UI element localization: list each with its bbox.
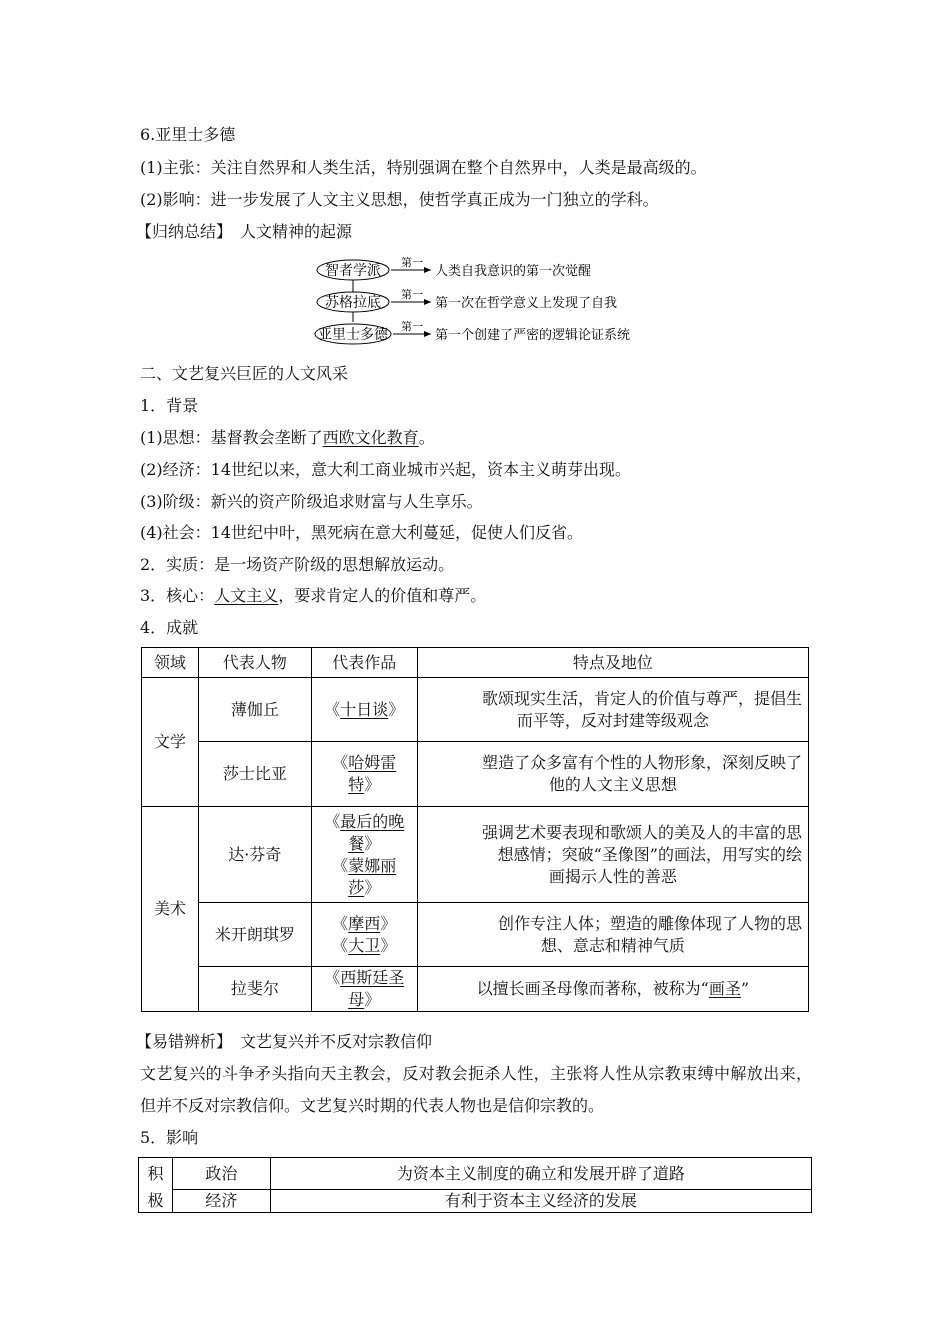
table-row (142, 967, 809, 1012)
work-cell: 《十日谈》 (311, 678, 417, 742)
core-line (140, 586, 486, 606)
impact-content-economy: 有利于资本主义经济的发展 (270, 1190, 811, 1213)
impact-title: 5．影响 (140, 1128, 199, 1147)
mistake-title: 文艺复兴并不反对宗教信仰 (240, 1032, 433, 1051)
summary-heading (136, 222, 352, 242)
essence-line: 2．实质：是一场资产阶级的思想解放运动。 (140, 555, 455, 574)
header-feature: 特点及地位 (417, 648, 808, 678)
table-row (142, 807, 809, 903)
header-person: 代表人物 (198, 648, 311, 678)
mistake-paragraph-line-1: 文艺复兴的斗争矛头指向天主教会，反对教会扼杀人性，主张将人性从宗教束缚中解放出来， (140, 1064, 813, 1083)
arrow-label-3: 第一 (401, 320, 423, 333)
work-cell: 《哈姆雷特》 (311, 742, 417, 807)
feature-cell: 以擅长画圣母像而著称，被称为“画圣” (417, 967, 808, 1012)
table-header-row (142, 648, 809, 678)
section-6-item-1: (1)主张：关注自然界和人类生活，特别强调在整个自然界中，人类是最高级的。 (140, 158, 707, 177)
person-cell: 米开朗琪罗 (198, 903, 311, 967)
person-cell: 拉斐尔 (198, 967, 311, 1012)
header-work: 代表作品 (311, 648, 417, 678)
person-cell: 莎士比亚 (198, 742, 311, 807)
background-title: 1．背景 (140, 396, 199, 415)
core-underline: 人文主义 (214, 586, 279, 605)
oval-label-socrates: 苏格拉底 (325, 295, 381, 311)
positive-label-bottom: 极 (139, 1190, 173, 1213)
impact-field-politics: 政治 (172, 1158, 270, 1190)
origin-diagram-svg (313, 256, 643, 352)
impact-table (138, 1157, 812, 1213)
background-item-1-underline: 西欧文化教育 (322, 428, 419, 447)
table-row (142, 742, 809, 807)
impact-content-politics: 为资本主义制度的确立和发展开辟了道路 (270, 1158, 811, 1190)
table-row (142, 678, 809, 742)
achievements-table (141, 647, 809, 1012)
background-item-1 (140, 428, 435, 448)
feature-cell: 强调艺术要表现和歌颂人的美及人的丰富的思 想感情；突破“圣像图”的画法，用写实的绘 画揭示人性的善恶 (417, 807, 808, 903)
mistake-tag: 【易错辨析】 (136, 1032, 233, 1051)
feature-cell: 创作专注人体；塑造的雕像体现了人物的思 想、意志和精神气质 (417, 903, 808, 967)
table-row (142, 903, 809, 967)
header-field: 领域 (142, 648, 199, 678)
background-item-1-end: 。 (418, 428, 435, 447)
arrow-label-1: 第一 (401, 256, 423, 269)
background-item-3: (3)阶级：新兴的资产阶级追求财富与人生享乐。 (140, 492, 483, 511)
background-item-4: (4)社会：14世纪中叶，黑死病在意大利蔓延，促使人们反省。 (140, 523, 584, 542)
person-cell: 薄伽丘 (198, 678, 311, 742)
work-cell: 《西斯廷圣母》 (311, 967, 417, 1012)
person-cell: 达·芬奇 (198, 807, 311, 903)
background-item-1-text: (1)思想：基督教会垄断了 (140, 428, 323, 447)
achievements-title: 4．成就 (140, 618, 199, 637)
table-row (139, 1158, 812, 1190)
core-rest: ，要求肯定人的价值和尊严。 (278, 586, 487, 605)
positive-label-top: 积 (139, 1158, 173, 1190)
feature-cell: 歌颂现实生活，肯定人的价值与尊严，提倡生 而平等，反对封建等级观念 (417, 678, 808, 742)
core-label: 3．核心： (140, 586, 215, 605)
field-literature: 文学 (142, 678, 199, 807)
feature-cell: 塑造了众多富有个性的人物形象，深刻反映了 他的人文主义思想 (417, 742, 808, 807)
summary-title: 人文精神的起源 (240, 222, 353, 241)
result-1: 人类自我意识的第一次觉醒 (435, 264, 592, 279)
summary-tag: 【归纳总结】 (136, 222, 233, 241)
result-3: 第一个创建了严密的逻辑论证系统 (435, 328, 631, 343)
table-row (139, 1190, 812, 1213)
oval-label-sophists: 智者学派 (325, 263, 381, 279)
result-2: 第一次在哲学意义上发现了自我 (435, 296, 618, 311)
mistake-heading (136, 1032, 432, 1052)
section-6-item-2: (2)影响：进一步发展了人文主义思想，使哲学真正成为一门独立的学科。 (140, 190, 659, 209)
background-item-2: (2)经济：14世纪以来，意大利工商业城市兴起，资本主义萌芽出现。 (140, 460, 632, 479)
mistake-paragraph-line-2: 但并不反对宗教信仰。文艺复兴时期的代表人物也是信仰宗教的。 (140, 1096, 605, 1115)
section-6-title: 6.亚里士多德 (140, 125, 236, 144)
impact-field-economy: 经济 (172, 1190, 270, 1213)
work-cell: 《最后的晚餐》 《蒙娜丽莎》 (311, 807, 417, 903)
arrow-label-2: 第一 (401, 288, 423, 301)
oval-label-aristotle: 亚里士多德 (318, 327, 388, 343)
work-cell: 《摩西》 《大卫》 (311, 903, 417, 967)
part-2-title: 二、文艺复兴巨匠的人文风采 (140, 364, 349, 383)
origin-diagram (313, 256, 643, 352)
field-art: 美术 (142, 807, 199, 1012)
